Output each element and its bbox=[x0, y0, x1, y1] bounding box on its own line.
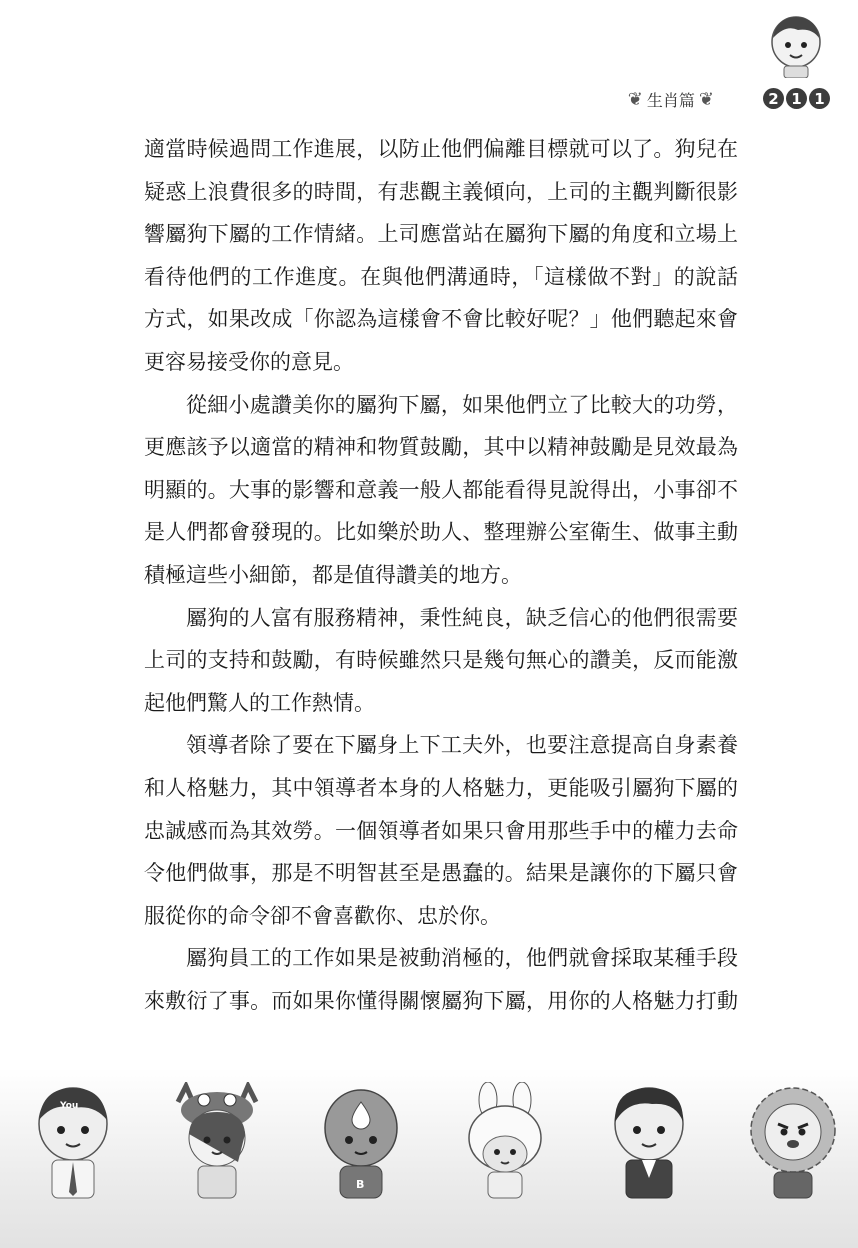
text-line: 疑惑上浪費很多的時間，有悲觀主義傾向，上司的主觀判斷很影 bbox=[144, 179, 738, 204]
character-label: B bbox=[356, 1178, 365, 1191]
text-line: 積極這些小細節，都是值得讚美的地方。 bbox=[144, 562, 522, 587]
text-line: 令他們做事，那是不明智甚至是愚蠢的。結果是讓你的下屬只會 bbox=[144, 861, 738, 886]
text-line: 明顯的。大事的影響和意義一般人都能看得見說得出，小事卻不 bbox=[144, 477, 738, 502]
text-line: 方式，如果改成「你認為這樣會不會比較好呢？」他們聽起來會 bbox=[144, 307, 738, 332]
page-digit: 2 bbox=[763, 88, 784, 109]
footer-band bbox=[0, 1068, 858, 1248]
text-line: 忠誠感而為其效勞。一個領導者如果只會用那些手中的權力去命 bbox=[144, 818, 738, 843]
laurel-right-icon: ❦ bbox=[698, 89, 714, 110]
text-line: 起他們驚人的工作熱情。 bbox=[144, 690, 375, 715]
page-header bbox=[570, 14, 830, 110]
boy-head-icon bbox=[768, 14, 824, 78]
page-digit: 1 bbox=[786, 88, 807, 109]
text-line: 是人們都會發現的。比如樂於助人、整理辦公室衛生、做事主動 bbox=[144, 520, 738, 545]
rabbit-hat-kid-icon bbox=[456, 1082, 554, 1202]
text-line: 適當時候過問工作進展，以防止他們偏離目標就可以了。狗兒在 bbox=[144, 137, 738, 161]
text-line: 來敷衍了事。而如果你懂得關懷屬狗下屬，用你的人格魅力打動 bbox=[144, 988, 738, 1013]
text-line: 服從你的命令卻不會喜歡你、忠於你。 bbox=[144, 903, 501, 928]
boy-you-icon bbox=[24, 1082, 122, 1202]
character-label: You bbox=[60, 1101, 79, 1111]
page-number bbox=[763, 88, 830, 109]
text-line: 上司的支持和鼓勵，有時候雖然只是幾句無心的讚美，反而能激 bbox=[144, 648, 738, 673]
page-digit: 1 bbox=[809, 88, 830, 109]
boy-suit-icon bbox=[600, 1082, 698, 1202]
text-line: 從細小處讚美你的屬狗下屬，如果他們立了比較大的功勞， bbox=[186, 392, 738, 417]
lion-mane-icon bbox=[744, 1082, 842, 1202]
section-tag bbox=[628, 88, 714, 111]
laurel-left-icon: ❦ bbox=[627, 89, 643, 110]
crab-costume-girl-icon bbox=[168, 1082, 266, 1202]
text-line: 更容易接受你的意見。 bbox=[144, 349, 354, 374]
text-line: 屬狗的人富有服務精神，秉性純良，缺乏信心的他們很需要 bbox=[186, 605, 738, 630]
character-row bbox=[24, 1082, 842, 1202]
text-line: 領導者除了要在下屬身上下工夫外，也要注意提高自身素養 bbox=[186, 733, 738, 758]
text-line: 看待他們的工作進度。在與他們溝通時，「這樣做不對」的說話 bbox=[144, 264, 738, 289]
section-label: 生肖篇 bbox=[646, 91, 695, 110]
text-line: 和人格魅力，其中領導者本身的人格魅力，更能吸引屬狗下屬的 bbox=[144, 775, 738, 800]
text-line: 響屬狗下屬的工作情緒。上司應當站在屬狗下屬的角度和立場上 bbox=[144, 222, 738, 247]
text-line: 更應該予以適當的精神和物質鼓勵，其中以精神鼓勵是見效最為 bbox=[144, 435, 738, 460]
text-line: 屬狗員工的工作如果是被動消極的，他們就會採取某種手段 bbox=[186, 946, 738, 971]
body-text bbox=[144, 128, 738, 1022]
boy-blood-drop-icon bbox=[312, 1082, 410, 1202]
